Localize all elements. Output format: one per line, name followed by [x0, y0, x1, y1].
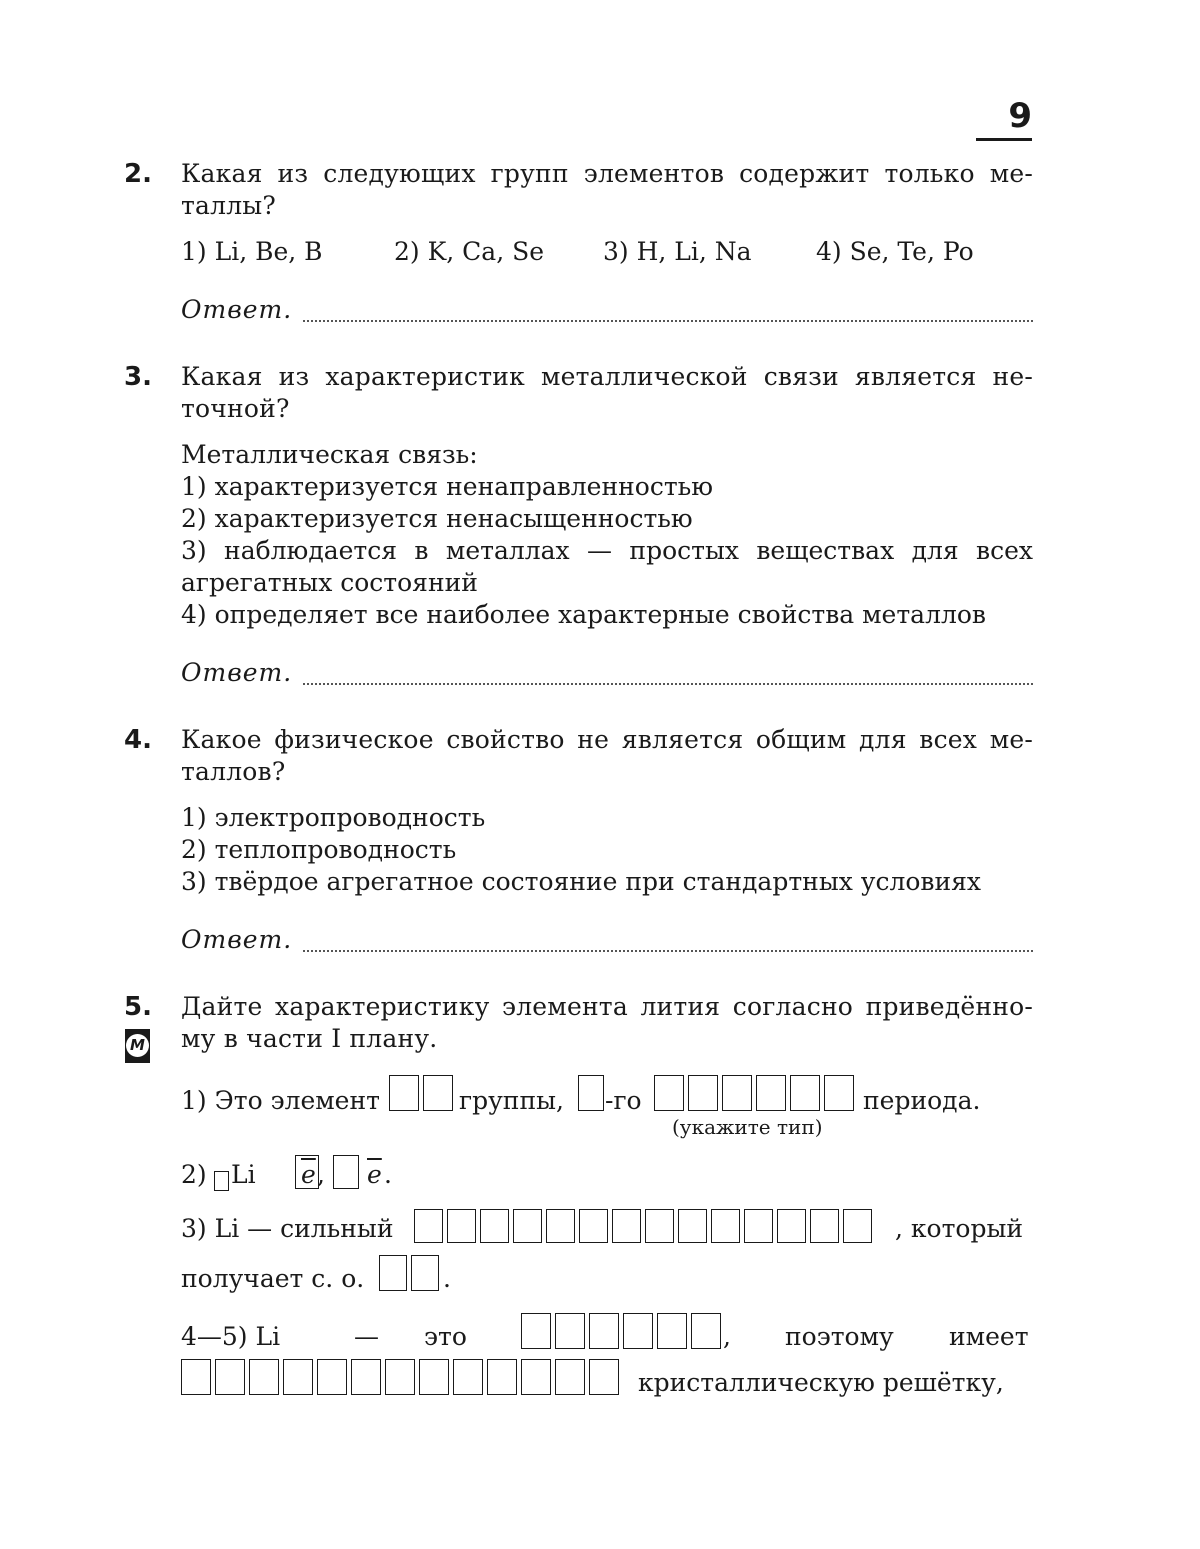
answer-box[interactable] — [423, 1075, 453, 1111]
metapredmet-badge-icon — [125, 1029, 150, 1063]
answer-line[interactable] — [303, 950, 1033, 952]
fill-text: 2) — [181, 1160, 207, 1189]
fill-text: имеет — [949, 1322, 1029, 1351]
answer-box[interactable] — [411, 1255, 439, 1291]
question-line: Какая из характеристик металлической связи является не- — [181, 362, 1033, 391]
answer-box[interactable] — [612, 1209, 641, 1243]
answer-box[interactable] — [215, 1359, 245, 1395]
fill-text: поэтому — [785, 1322, 894, 1351]
answer-label: Ответ. — [181, 925, 293, 954]
property-boxes — [414, 1209, 872, 1243]
fill-line-3b — [181, 1255, 1033, 1295]
answer-box[interactable] — [589, 1313, 619, 1349]
answer-box[interactable] — [546, 1209, 575, 1243]
task-number: 3. — [124, 362, 152, 392]
answer-box[interactable] — [657, 1313, 687, 1349]
answer-line[interactable] — [303, 683, 1033, 685]
fill-text: кристаллическую решётку, — [638, 1368, 1004, 1397]
answer-box[interactable] — [711, 1209, 740, 1243]
fill-line-4-5 — [181, 1313, 1033, 1353]
answer-box[interactable] — [579, 1209, 608, 1243]
question-line: точной? — [181, 394, 290, 423]
option: 4) определяет все наиболее характерные свойства металлов — [181, 600, 986, 629]
fill-text: 1) Это элемент — [181, 1086, 380, 1115]
option-continuation: агрегатных состояний — [181, 568, 478, 597]
answer-field[interactable] — [181, 924, 1033, 958]
fill-line-4-5b — [181, 1359, 1033, 1399]
fill-text: , который — [895, 1214, 1024, 1243]
answer-box[interactable] — [555, 1313, 585, 1349]
answer-box[interactable] — [333, 1155, 359, 1189]
answer-box[interactable] — [691, 1313, 721, 1349]
answer-box[interactable] — [249, 1359, 279, 1395]
question-text — [181, 158, 1033, 222]
fill-text: 3) Li — сильный — [181, 1214, 394, 1243]
fill-line-1 — [181, 1075, 1033, 1131]
substance-type-boxes — [521, 1313, 721, 1349]
question-line: таллы? — [181, 191, 276, 220]
fill-text: 4—5) Li — [181, 1322, 281, 1351]
question-text — [181, 724, 1033, 788]
option: 3) наблюдается в металлах — простых веществах для всех — [181, 536, 1033, 565]
fill-text: . — [443, 1264, 451, 1293]
answer-box[interactable] — [678, 1209, 707, 1243]
answer-box[interactable] — [214, 1171, 229, 1191]
answer-box[interactable] — [521, 1359, 551, 1395]
fill-text: получает с. о. — [181, 1264, 365, 1293]
answer-box[interactable] — [555, 1359, 585, 1395]
option: 3) твёрдое агрегатное состояние при стандартных условиях — [181, 867, 982, 896]
element-symbol: Li — [231, 1160, 256, 1189]
answer-field[interactable] — [181, 657, 1033, 691]
answer-field[interactable] — [181, 294, 1033, 328]
option: 3) H, Li, Na — [603, 237, 752, 266]
period-type-boxes — [654, 1075, 854, 1111]
answer-box[interactable] — [688, 1075, 718, 1111]
question-line: Какая из следующих групп элементов содержит только ме- — [181, 159, 1033, 188]
answer-box[interactable] — [589, 1359, 619, 1395]
answer-box[interactable] — [480, 1209, 509, 1243]
question-text — [181, 361, 1033, 425]
option: 1) характеризуется ненаправленностью — [181, 472, 714, 501]
answer-box[interactable] — [385, 1359, 415, 1395]
options-intro: Металлическая связь: — [181, 440, 478, 469]
fill-text: периода. — [863, 1086, 981, 1115]
fill-text: это — [424, 1322, 467, 1351]
page-number: 9 — [976, 96, 1032, 141]
oxidation-state-boxes — [379, 1255, 439, 1291]
hint-text: (укажите тип) — [672, 1115, 823, 1139]
options-row — [181, 236, 1033, 268]
question-line: Какое физическое свойство не является общим для всех ме- — [181, 725, 1033, 754]
answer-box[interactable] — [521, 1313, 551, 1349]
fill-text: — — [354, 1322, 379, 1351]
fill-text: , — [317, 1160, 325, 1189]
answer-line[interactable] — [303, 320, 1033, 322]
options-list — [181, 802, 1033, 898]
option: 2) K, Ca, Se — [394, 237, 545, 266]
answer-label: Ответ. — [181, 295, 293, 324]
electron-symbol: $\overline{e}$ — [367, 1160, 382, 1189]
group-boxes — [389, 1075, 453, 1111]
answer-box[interactable] — [824, 1075, 854, 1111]
answer-box[interactable] — [513, 1209, 542, 1243]
fill-text: группы, — [459, 1086, 564, 1115]
question-line: му в части I плану. — [181, 1024, 438, 1053]
answer-box[interactable] — [419, 1359, 449, 1395]
electron-box-2 — [333, 1155, 359, 1189]
task-number: 2. — [124, 159, 152, 189]
fill-text: -го — [605, 1086, 642, 1115]
answer-box[interactable] — [843, 1209, 872, 1243]
task-number: 5. — [124, 992, 152, 1022]
period-number-box — [578, 1075, 604, 1111]
answer-box[interactable] — [810, 1209, 839, 1243]
answer-box[interactable] — [414, 1209, 443, 1243]
option: 2) характеризуется ненасыщенностью — [181, 504, 693, 533]
answer-label: Ответ. — [181, 658, 293, 687]
answer-box[interactable] — [389, 1075, 419, 1111]
lattice-type-boxes — [181, 1359, 619, 1395]
question-text — [181, 991, 1033, 1055]
answer-box[interactable] — [283, 1359, 313, 1395]
question-line: таллов? — [181, 757, 286, 786]
options-list — [181, 439, 1033, 631]
answer-box[interactable] — [578, 1075, 604, 1111]
question-line: Дайте характеристику элемента лития согласно приведённо- — [181, 992, 1033, 1021]
fill-text: . — [384, 1160, 392, 1189]
answer-box[interactable] — [487, 1359, 517, 1395]
answer-box[interactable] — [351, 1359, 381, 1395]
option: 1) электропроводность — [181, 803, 486, 832]
task-number: 4. — [124, 725, 152, 755]
answer-box[interactable] — [654, 1075, 684, 1111]
answer-box[interactable] — [317, 1359, 347, 1395]
option: 2) теплопроводность — [181, 835, 457, 864]
answer-box[interactable] — [722, 1075, 752, 1111]
answer-box[interactable] — [623, 1313, 653, 1349]
option: 4) Se, Te, Po — [816, 237, 974, 266]
answer-box[interactable] — [453, 1359, 483, 1395]
answer-box[interactable] — [181, 1359, 211, 1395]
answer-box[interactable] — [379, 1255, 407, 1291]
option: 1) Li, Be, B — [181, 237, 323, 266]
index-box — [214, 1171, 229, 1191]
answer-box[interactable] — [790, 1075, 820, 1111]
badge-letter: М — [126, 1034, 149, 1057]
answer-box[interactable] — [447, 1209, 476, 1243]
fill-line-2 — [181, 1155, 1033, 1195]
electron-symbol: $\overline{e}$ — [301, 1160, 316, 1189]
answer-box[interactable] — [645, 1209, 674, 1243]
fill-text: , — [723, 1322, 731, 1351]
answer-box[interactable] — [744, 1209, 773, 1243]
answer-box[interactable] — [756, 1075, 786, 1111]
fill-line-3 — [181, 1209, 1033, 1249]
answer-box[interactable] — [777, 1209, 806, 1243]
